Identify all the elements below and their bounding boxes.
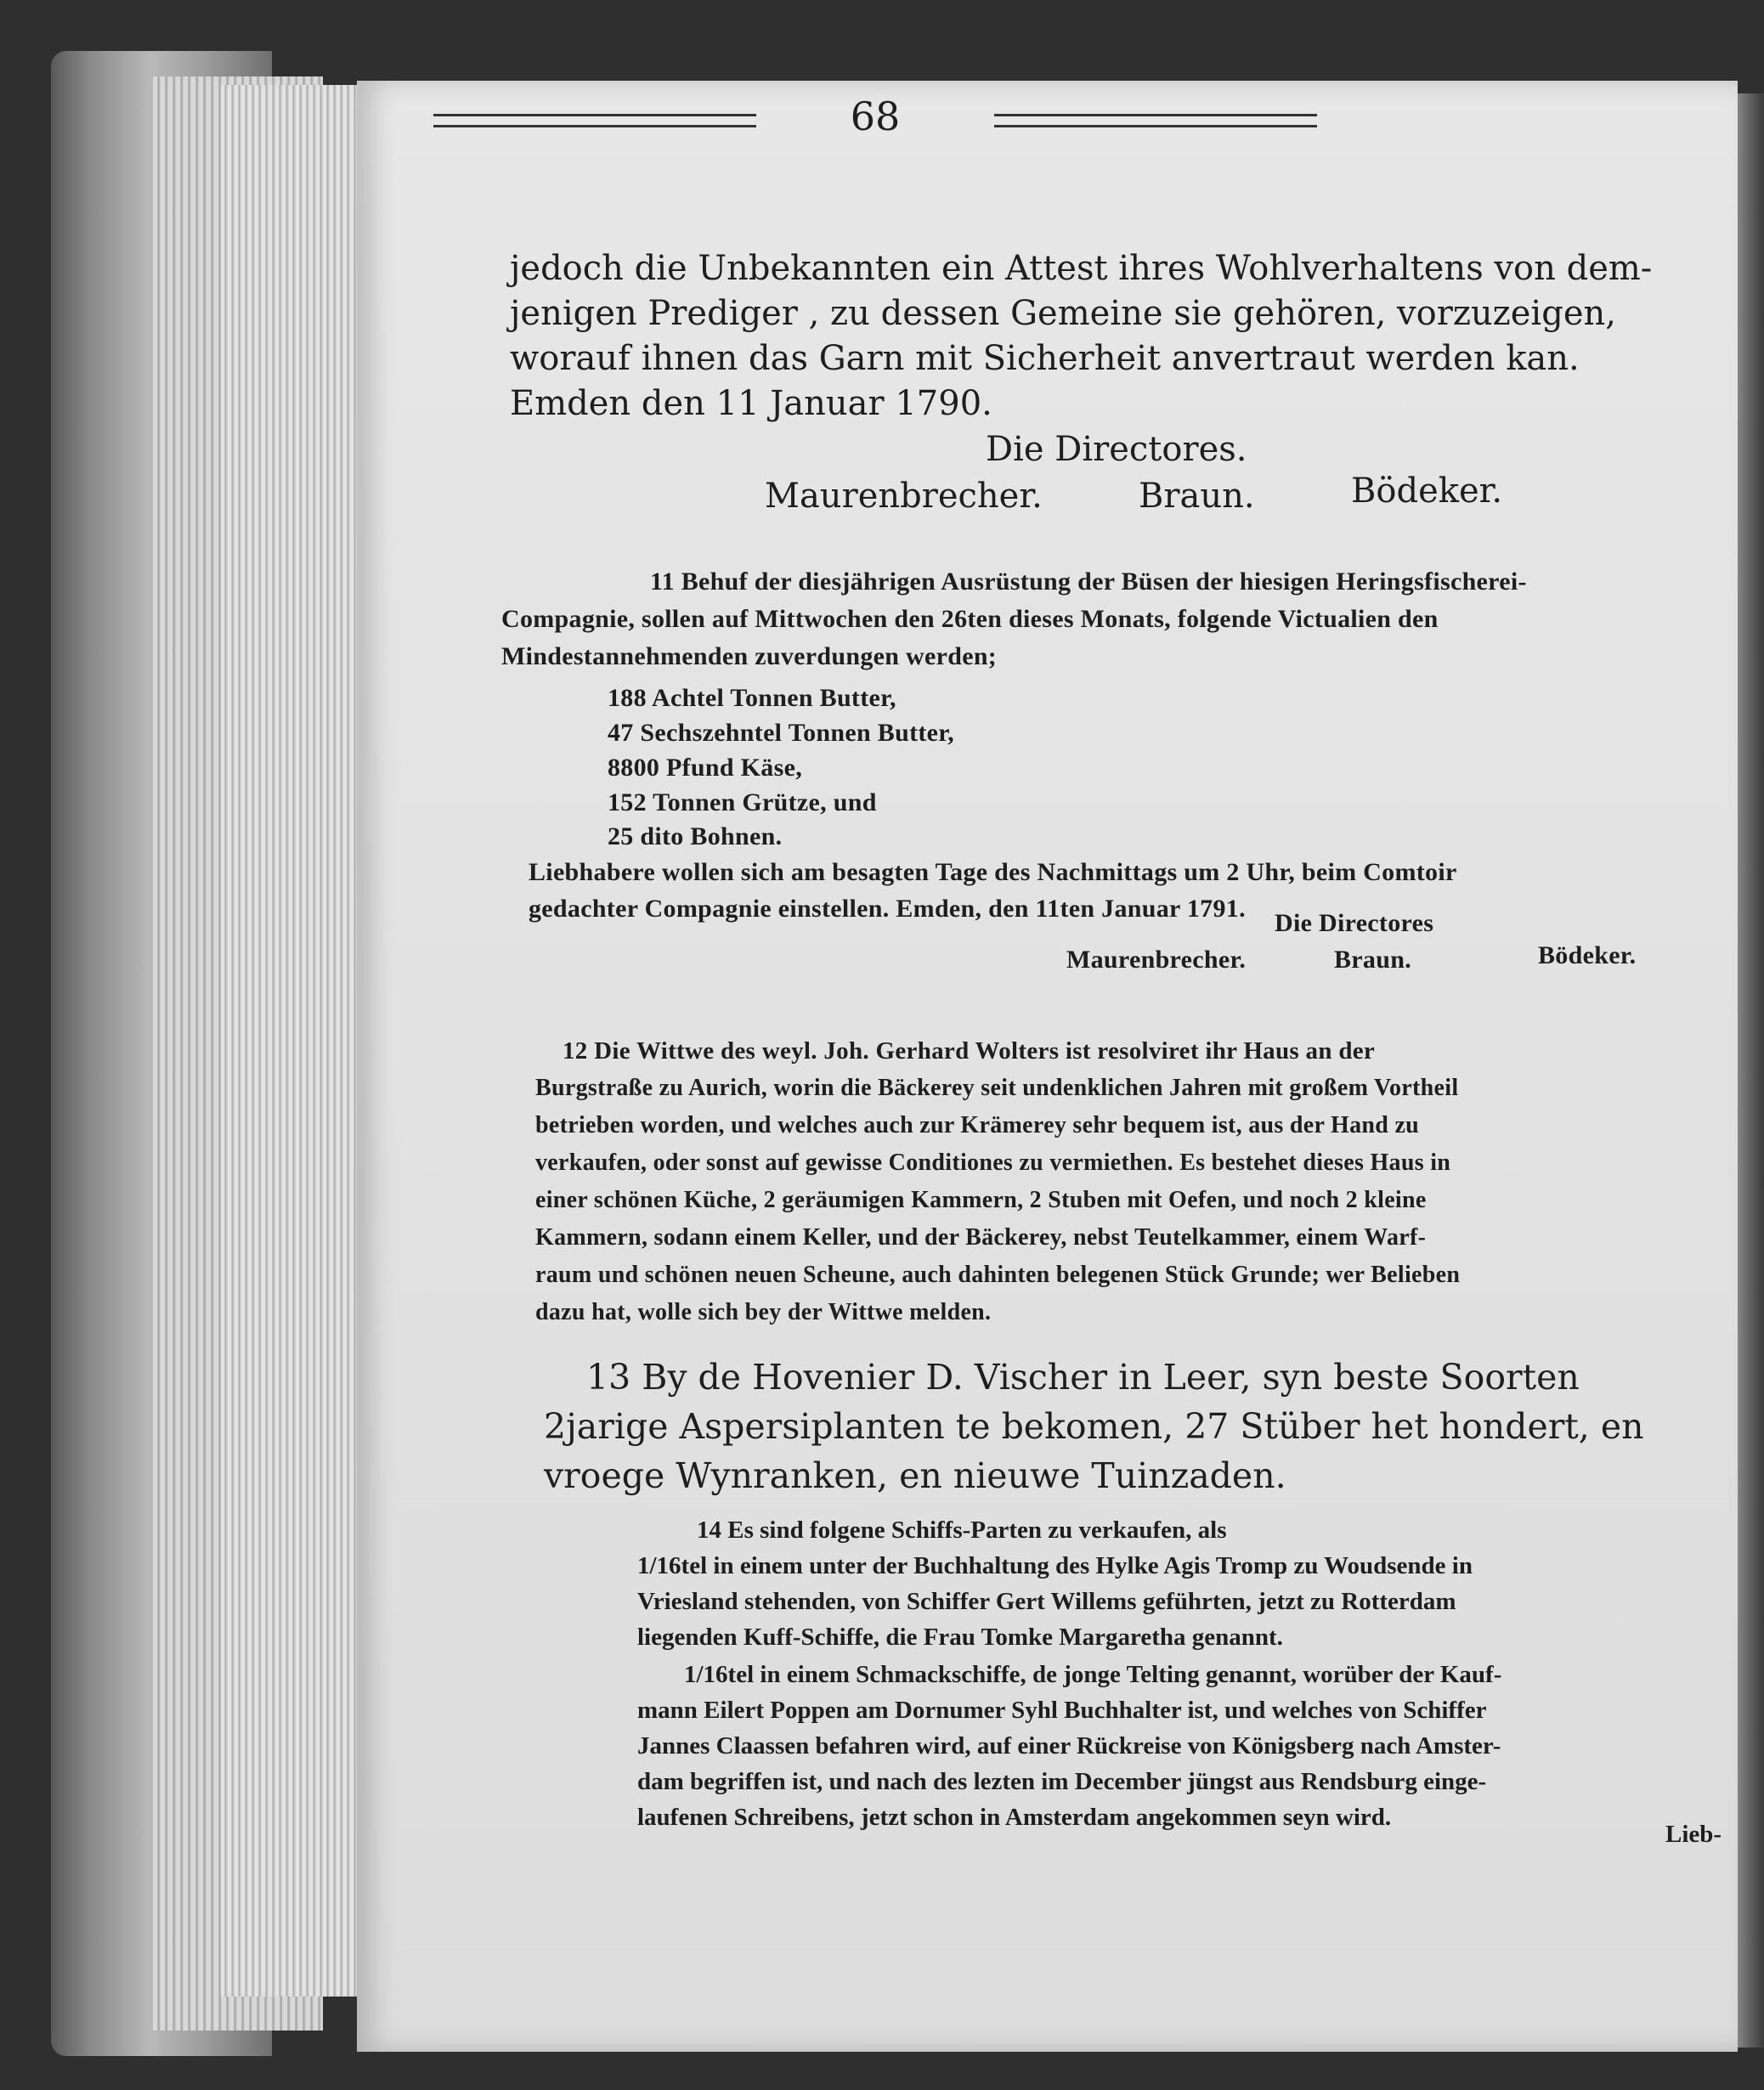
header-rule-right <box>994 114 1317 127</box>
notice-12-line: 12 Die Wittwe des weyl. Joh. Gerhard Wolters ist resolviret ihr Haus an der <box>563 1037 1376 1065</box>
notice-14-part1-line: liegenden Kuff-Schiffe, die Frau Tomke Margaretha genannt. <box>637 1624 1283 1651</box>
notice-10-line: Emden den 11 Januar 1790. <box>510 384 992 423</box>
notice-14-part2-line: mann Eilert Poppen am Dornumer Syhl Buchhalter ist, und welches von Schiffer <box>637 1697 1487 1724</box>
page-number: 68 <box>850 93 901 139</box>
notice-11-item: 47 Sechszehntel Tonnen Butter, <box>608 719 954 747</box>
notice-14-part1-line: Vriesland stehenden, von Schiffer Gert Willems geführten, jetzt zu Rotterdam <box>637 1588 1456 1615</box>
page-header <box>433 93 1317 161</box>
notice-11-closing: Liebhabere wollen sich am besagten Tage des Nachmittags um 2 Uhr, beim Comtoir <box>529 858 1457 886</box>
notice-11-line: 11 Behuf der diesjährigen Ausrüstung der Büsen der hiesigen Heringsfischerei- <box>650 568 1527 596</box>
notice-13-line: 2jarige Aspersiplanten te bekomen, 27 Stüber het hondert, en <box>544 1406 1644 1447</box>
notice-11-line: Mindestannehmenden zuverdungen werden; <box>501 642 998 670</box>
notice-14-heading: 14 Es sind folgene Schiffs-Parten zu verkaufen, als <box>697 1517 1227 1544</box>
notice-11-item: 152 Tonnen Grütze, und <box>608 788 877 816</box>
notice-12-line: dazu hat, wolle sich bey der Wittwe melden. <box>535 1299 992 1325</box>
notice-10-signature-title: Die Directores. <box>986 430 1247 469</box>
notice-12-line: einer schönen Küche, 2 geräumigen Kammern, 2 Stuben mit Oefen, und noch 2 kleine <box>535 1187 1427 1213</box>
notice-14-part2-line: Jannes Claassen befahren wird, auf einer Rückreise von Königsberg nach Amster- <box>637 1732 1501 1760</box>
notice-11-item: 25 dito Bohnen. <box>608 822 783 850</box>
notice-10-signature: Bödeker. <box>1351 472 1503 511</box>
notice-10-signature: Maurenbrecher. <box>765 477 1043 516</box>
notice-14-part2-line: dam begriffen ist, und nach des lezten im December jüngst aus Rendsburg einge- <box>637 1768 1487 1795</box>
notice-13-line: 13 By de Hovenier D. Vischer in Leer, syn beste Soorten <box>586 1357 1580 1398</box>
notice-11-signature-title: Die Directores <box>1275 909 1434 937</box>
notice-11-line: Compagnie, sollen auf Mittwochen den 26ten dieses Monats, folgende Victualien den <box>501 605 1439 633</box>
notice-10-line: jedoch die Unbekannten ein Attest ihres Wohlverhaltens von dem- <box>510 249 1653 288</box>
notice-11-item: 8800 Pfund Käse, <box>608 754 802 782</box>
notice-13-line: vroege Wynranken, en nieuwe Tuinzaden. <box>544 1455 1286 1496</box>
notice-10-line: worauf ihnen das Garn mit Sicherheit anvertraut werden kan. <box>510 339 1580 378</box>
notice-11-signature: Bödeker. <box>1538 941 1637 969</box>
notice-14-part2-line: laufenen Schreibens, jetzt schon in Amsterdam angekommen seyn wird. <box>637 1804 1392 1831</box>
notice-11-closing: gedachter Compagnie einstellen. Emden, den 11ten Januar 1791. <box>529 895 1246 923</box>
notice-14-part1-line: 1/16tel in einem unter der Buchhaltung des Hylke Agis Tromp zu Woudsende in <box>637 1552 1473 1579</box>
notice-12-line: Burgstraße zu Aurich, worin die Bäckerey seit undenklichen Jahren mit großem Vortheil <box>535 1075 1459 1101</box>
page-stack-edge-inner <box>221 85 365 1997</box>
notice-11-signature: Braun. <box>1334 946 1411 974</box>
notice-12-line: Kammern, sodann einem Keller, und der Bäckerey, nebst Teutelkammer, einem Warf- <box>535 1224 1427 1251</box>
notice-14-part2-line: 1/16tel in einem Schmackschiffe, de jonge Telting genannt, worüber der Kauf- <box>684 1661 1502 1688</box>
catchword: Lieb- <box>1665 1821 1722 1848</box>
notice-11-signature: Maurenbrecher. <box>1066 946 1247 974</box>
notice-10-line: jenigen Prediger , zu dessen Gemeine sie gehören, vorzuzeigen, <box>510 294 1616 333</box>
notice-12-line: betrieben worden, und welches auch zur Krämerey sehr bequem ist, aus der Hand zu <box>535 1112 1420 1138</box>
notice-11-item: 188 Achtel Tonnen Butter, <box>608 684 896 712</box>
notice-12-line: verkaufen, oder sonst auf gewisse Conditiones zu vermiethen. Es bestehet dieses Haus in <box>535 1150 1451 1176</box>
notice-12-line: raum und schönen neuen Scheune, auch dahinten belegenen Stück Grunde; wer Belieben <box>535 1262 1461 1288</box>
notice-10-signature: Braun. <box>1139 477 1255 516</box>
